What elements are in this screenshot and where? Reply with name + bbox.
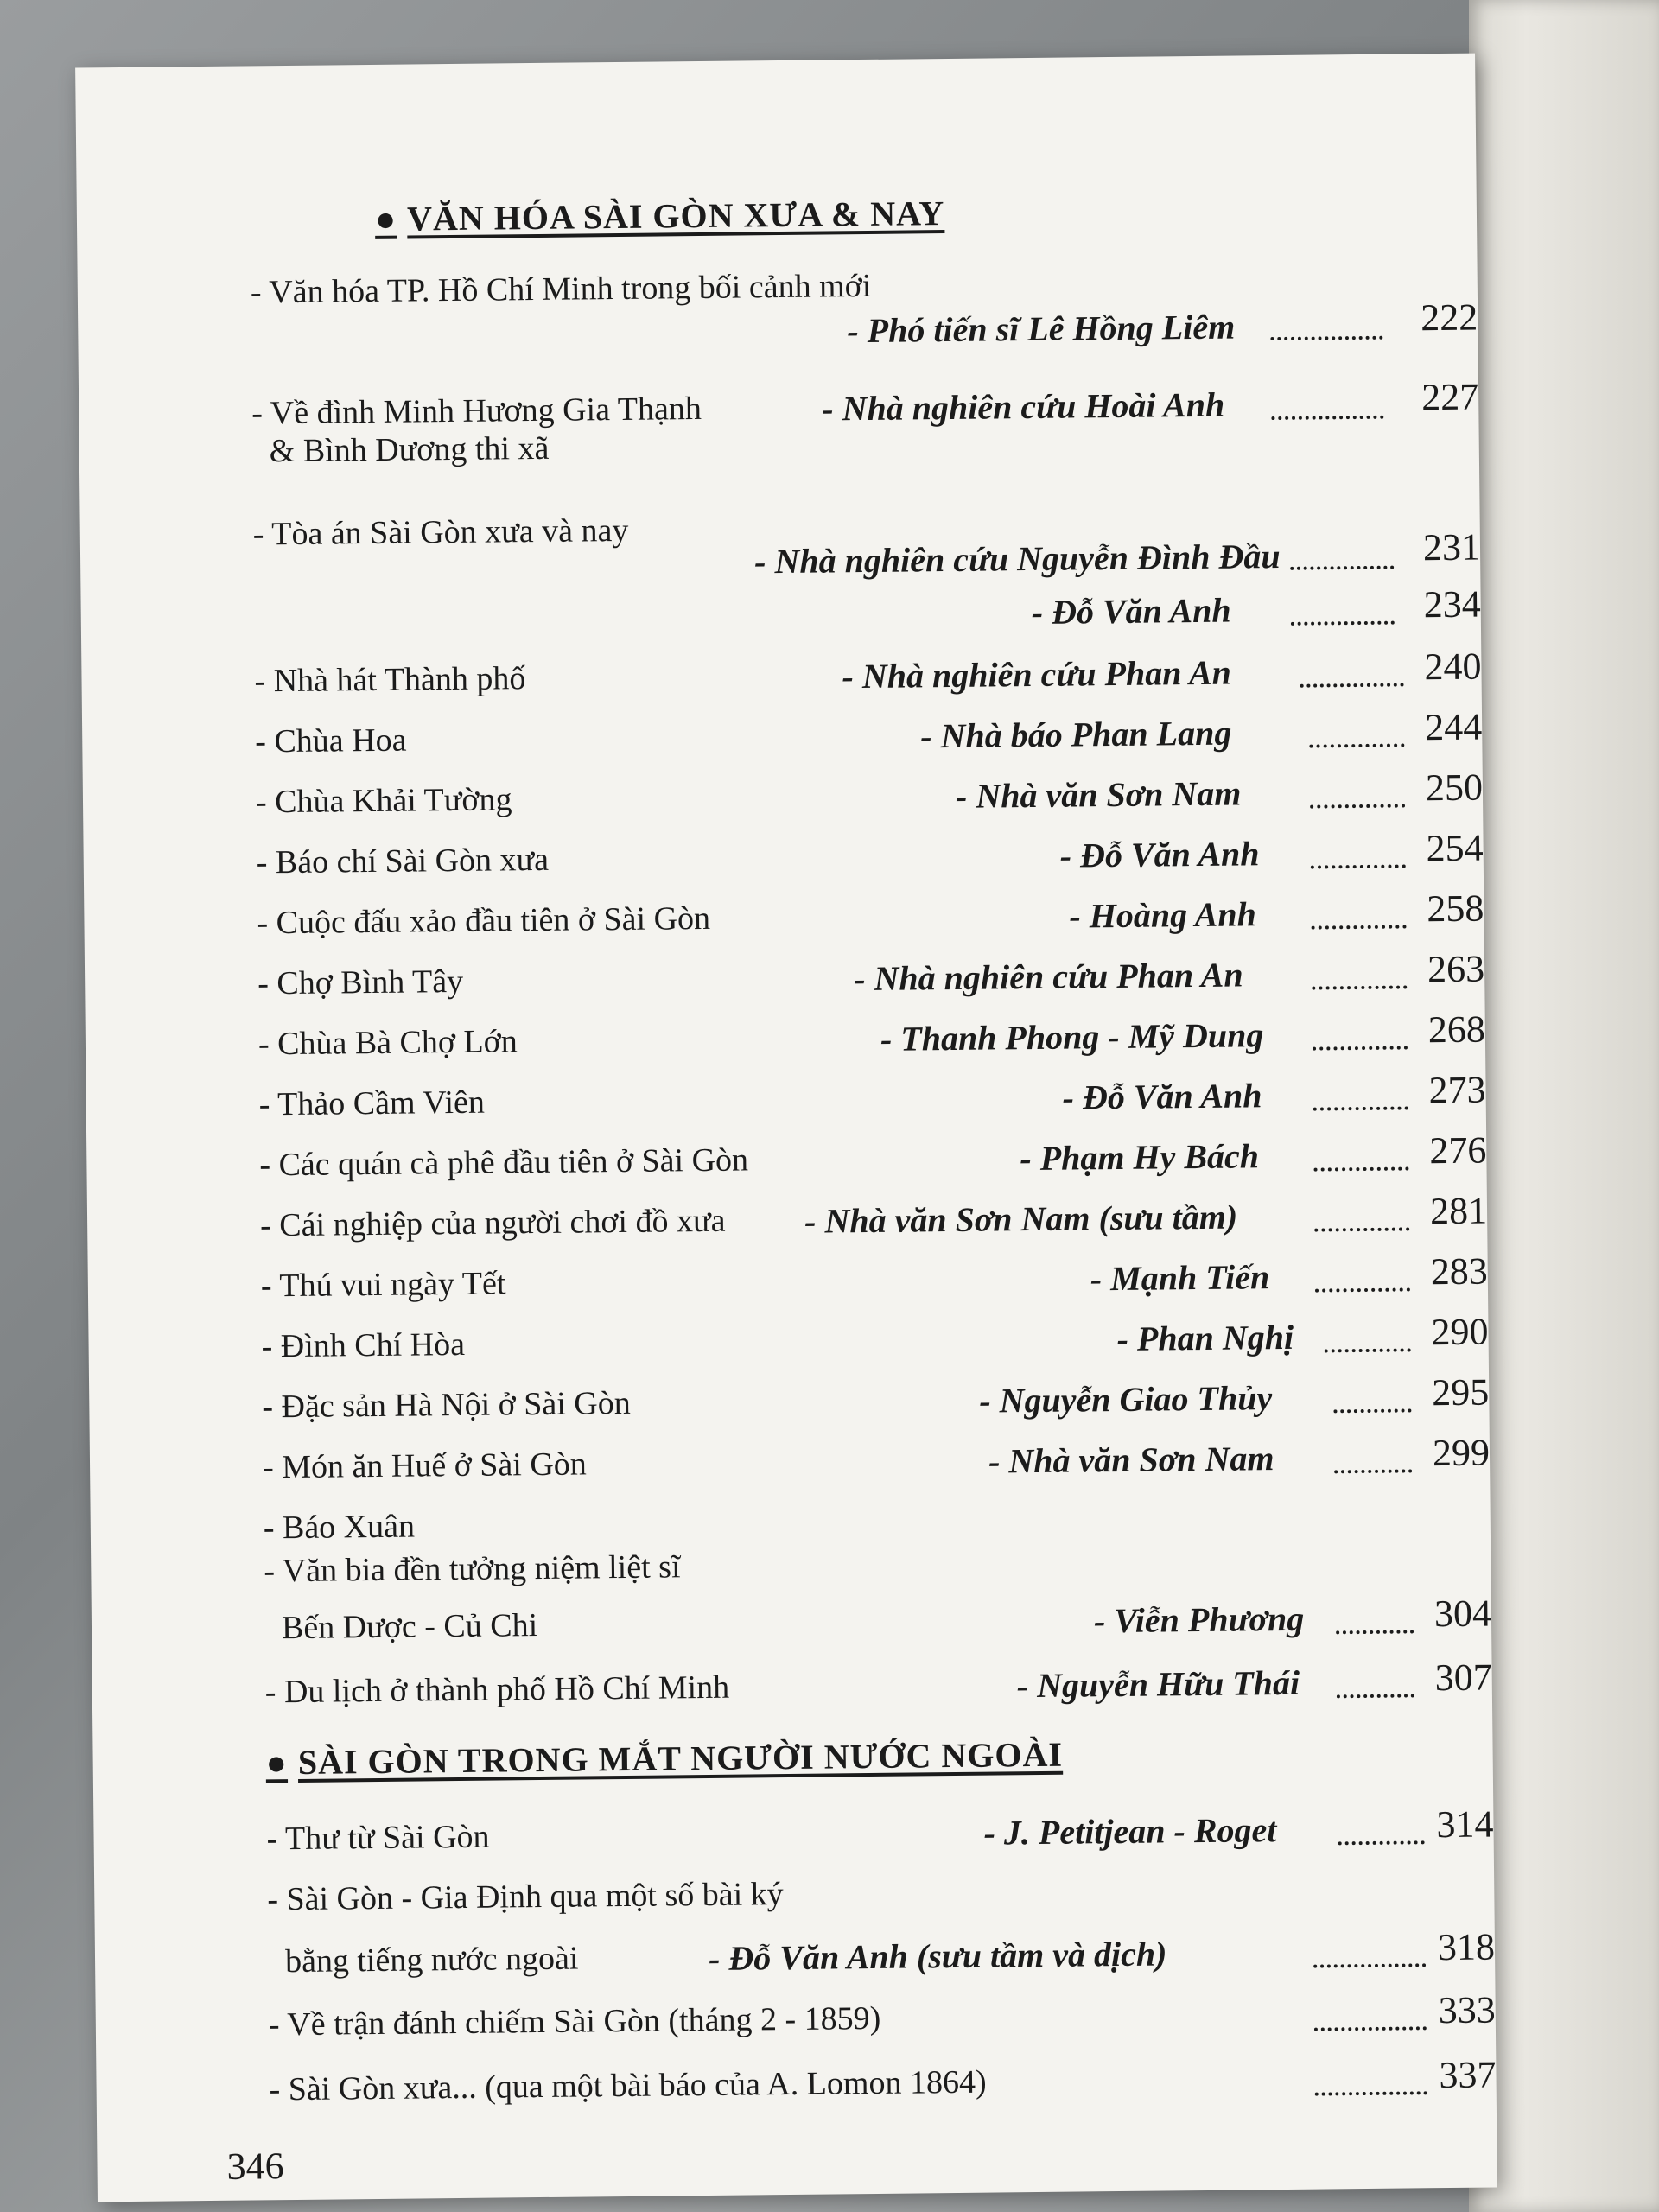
leader-dots	[1336, 1621, 1414, 1634]
entry-author: - J. Petitjean - Roget	[983, 1810, 1277, 1853]
entry-title: - Du lịch ở thành phố Hồ Chí Minh	[264, 1669, 730, 1711]
leader-dots	[1314, 1218, 1409, 1231]
entry-author: - Phó tiến sĩ Lê Hồng Liêm	[847, 307, 1236, 351]
entry-title: - Sài Gòn xưa... (qua một bài báo của A. Lomon 1864)	[269, 2063, 987, 2108]
toc-row	[264, 1539, 1492, 1647]
leader-dots	[1313, 1037, 1408, 1050]
leader-dots	[1325, 1339, 1411, 1352]
page-number: 346	[226, 2145, 284, 2188]
entry-author: - Phan Nghị	[1116, 1317, 1294, 1359]
entry-title: - Chùa Hoa	[255, 721, 407, 760]
entry-title: - Chợ Bình Tây	[257, 963, 464, 1002]
entry-page: 318	[1437, 1925, 1496, 1969]
toc-row	[267, 1867, 1496, 1980]
entry-title: - Báo chí Sài Gòn xưa	[256, 841, 550, 881]
leader-dots	[1334, 1460, 1412, 1473]
entry-title: - Văn hóa TP. Hồ Chí Minh trong bối cảnh mới	[250, 267, 872, 311]
leader-dots	[1270, 327, 1382, 340]
entry-page: 304	[1433, 1592, 1492, 1636]
entry-title: - Đặc sản Hà Nội ở Sài Gòn	[262, 1384, 631, 1426]
leader-dots	[1310, 795, 1405, 808]
entry-title: - Về trận đánh chiếm Sài Gòn (tháng 2 - 1859)	[268, 1999, 881, 2044]
leader-dots	[1337, 1685, 1414, 1698]
section-title-2	[265, 1734, 1063, 1783]
entry-page: 222	[1420, 296, 1478, 340]
entry-title: - Thư từ Sài Gòn	[266, 1818, 490, 1858]
entry-title: - Các quán cà phê đầu tiên ở Sài Gòn	[259, 1141, 749, 1184]
entry-title: - Văn bia đền tưởng niệm liệt sĩ	[264, 1548, 681, 1590]
entry-page: 250	[1425, 766, 1484, 810]
entry-author: - Nguyễn Giao Thủy	[979, 1378, 1273, 1421]
entry-author: - Nhà nghiên cứu Hoài Anh	[822, 385, 1225, 429]
leader-dots	[1313, 1158, 1408, 1171]
entry-title: - Món ăn Huế ở Sài Gòn	[262, 1446, 588, 1486]
entry-page: 314	[1436, 1802, 1494, 1847]
leader-dots	[1333, 1400, 1411, 1413]
leader-dots	[1290, 557, 1394, 570]
entry-author: - Phạm Hy Bách	[1020, 1136, 1260, 1179]
entry-author: - Nguyễn Hữu Thái	[1016, 1662, 1300, 1706]
entry-author: - Mạnh Tiến	[1090, 1257, 1270, 1299]
entry-page: 295	[1431, 1370, 1490, 1414]
leader-dots	[1313, 1955, 1426, 1967]
toc-row	[269, 2053, 1497, 2131]
leader-dots	[1291, 613, 1395, 626]
section-title-text: SÀI GÒN TRONG MẮT NGƯỜI NƯỚC NGOÀI	[297, 1734, 1064, 1782]
entry-author: - Hoàng Anh	[1069, 894, 1257, 936]
entry-page: 240	[1424, 645, 1482, 689]
entry-title: - Chùa Bà Chợ Lớn	[257, 1023, 518, 1063]
entry-title: - Thú vui ngày Tết	[260, 1265, 506, 1305]
entry-title: - Cái nghiệp của người chơi đồ xưa	[259, 1202, 726, 1244]
entry-author: - Nhà báo Phan Lang	[920, 713, 1232, 756]
entry-title: - Nhà hát Thành phố	[254, 660, 526, 700]
leader-dots	[1300, 674, 1404, 687]
entry-author: - Đỗ Văn Anh (sưu tầm và dịch)	[708, 1934, 1167, 1978]
entry-author: - Nhà nghiên cứu Phan An	[842, 652, 1232, 696]
toc-row	[268, 1988, 1497, 2066]
entry-page: 290	[1431, 1310, 1489, 1354]
leader-dots	[1315, 1279, 1410, 1292]
entry-page: 337	[1439, 2053, 1497, 2097]
entry-author: - Nhà văn Sơn Nam	[988, 1439, 1274, 1481]
section-title-text: VĂN HÓA SÀI GÒN XƯA & NAY	[406, 194, 945, 238]
entry-title-cont: Bến Dược - Củ Chi	[281, 1607, 538, 1647]
facing-page-edge	[1469, 0, 1659, 2212]
leader-dots	[1313, 1097, 1408, 1110]
toc-row	[264, 1656, 1493, 1733]
entry-page: 254	[1426, 826, 1484, 870]
leader-dots	[1315, 2082, 1427, 2095]
entry-page: 234	[1423, 582, 1481, 626]
leader-dots	[1311, 916, 1406, 929]
toc-row	[254, 582, 1482, 661]
entry-page: 333	[1438, 1988, 1496, 2032]
entry-author: - Nhà nghiên cứu Nguyễn Đình Đầu	[753, 536, 1281, 582]
bullet-icon: ●	[265, 1743, 289, 1783]
entry-page: 281	[1429, 1189, 1488, 1233]
entry-title: - Báo Xuân	[263, 1508, 416, 1547]
section-title-1	[375, 193, 945, 239]
entry-title-cont: & Bình Dương thi xã	[269, 429, 550, 470]
entry-page: 227	[1421, 375, 1479, 419]
entry-title-cont: bằng tiếng nước ngoài	[284, 1940, 579, 1980]
entry-author: - Nhà văn Sơn Nam	[955, 773, 1242, 816]
entry-page: 244	[1424, 705, 1483, 749]
entry-page: 258	[1427, 887, 1484, 931]
entry-author: - Đỗ Văn Anh	[1031, 590, 1231, 632]
entry-title: - Thảo Cầm Viên	[258, 1084, 486, 1123]
entry-title: - Chùa Khải Tường	[255, 781, 512, 821]
leader-dots	[1311, 855, 1406, 868]
leader-dots	[1271, 407, 1383, 420]
toc-row	[252, 503, 1481, 582]
entry-title: - Cuộc đấu xảo đầu tiên ở Sài Gòn	[257, 899, 711, 942]
leader-dots	[1338, 1832, 1425, 1845]
entry-page: 273	[1428, 1068, 1486, 1112]
entry-page: 307	[1434, 1656, 1492, 1700]
entry-page: 231	[1422, 525, 1481, 569]
entry-page: 299	[1432, 1431, 1491, 1475]
entry-page: 268	[1427, 1007, 1486, 1052]
entry-author: - Đỗ Văn Anh	[1059, 834, 1260, 875]
entry-author: - Thanh Phong - Mỹ Dung	[880, 1015, 1264, 1058]
toc-row	[251, 375, 1479, 470]
entry-author: - Nhà văn Sơn Nam (sưu tầm)	[804, 1197, 1238, 1241]
entry-author: - Nhà nghiên cứu Phan An	[853, 955, 1243, 999]
leader-dots	[1314, 2018, 1427, 2031]
entry-title: - Về đình Minh Hương Gia Thạnh	[251, 390, 702, 432]
toc-row	[250, 261, 1478, 351]
entry-title: - Đình Chí Hòa	[261, 1325, 466, 1365]
entry-page: 283	[1430, 1249, 1489, 1294]
book-page	[75, 54, 1497, 2202]
leader-dots	[1312, 976, 1407, 989]
bullet-icon: ●	[374, 199, 397, 238]
entry-author: - Đỗ Văn Anh	[1062, 1076, 1262, 1117]
entry-page: 276	[1429, 1128, 1487, 1173]
entry-title: - Tòa án Sài Gòn xưa và nay	[252, 512, 629, 553]
entry-page: 263	[1427, 947, 1485, 991]
leader-dots	[1309, 734, 1404, 747]
entry-title: - Sài Gòn - Gia Định qua một số bài ký	[267, 1876, 784, 1918]
entry-author: - Viễn Phương	[1093, 1599, 1305, 1641]
